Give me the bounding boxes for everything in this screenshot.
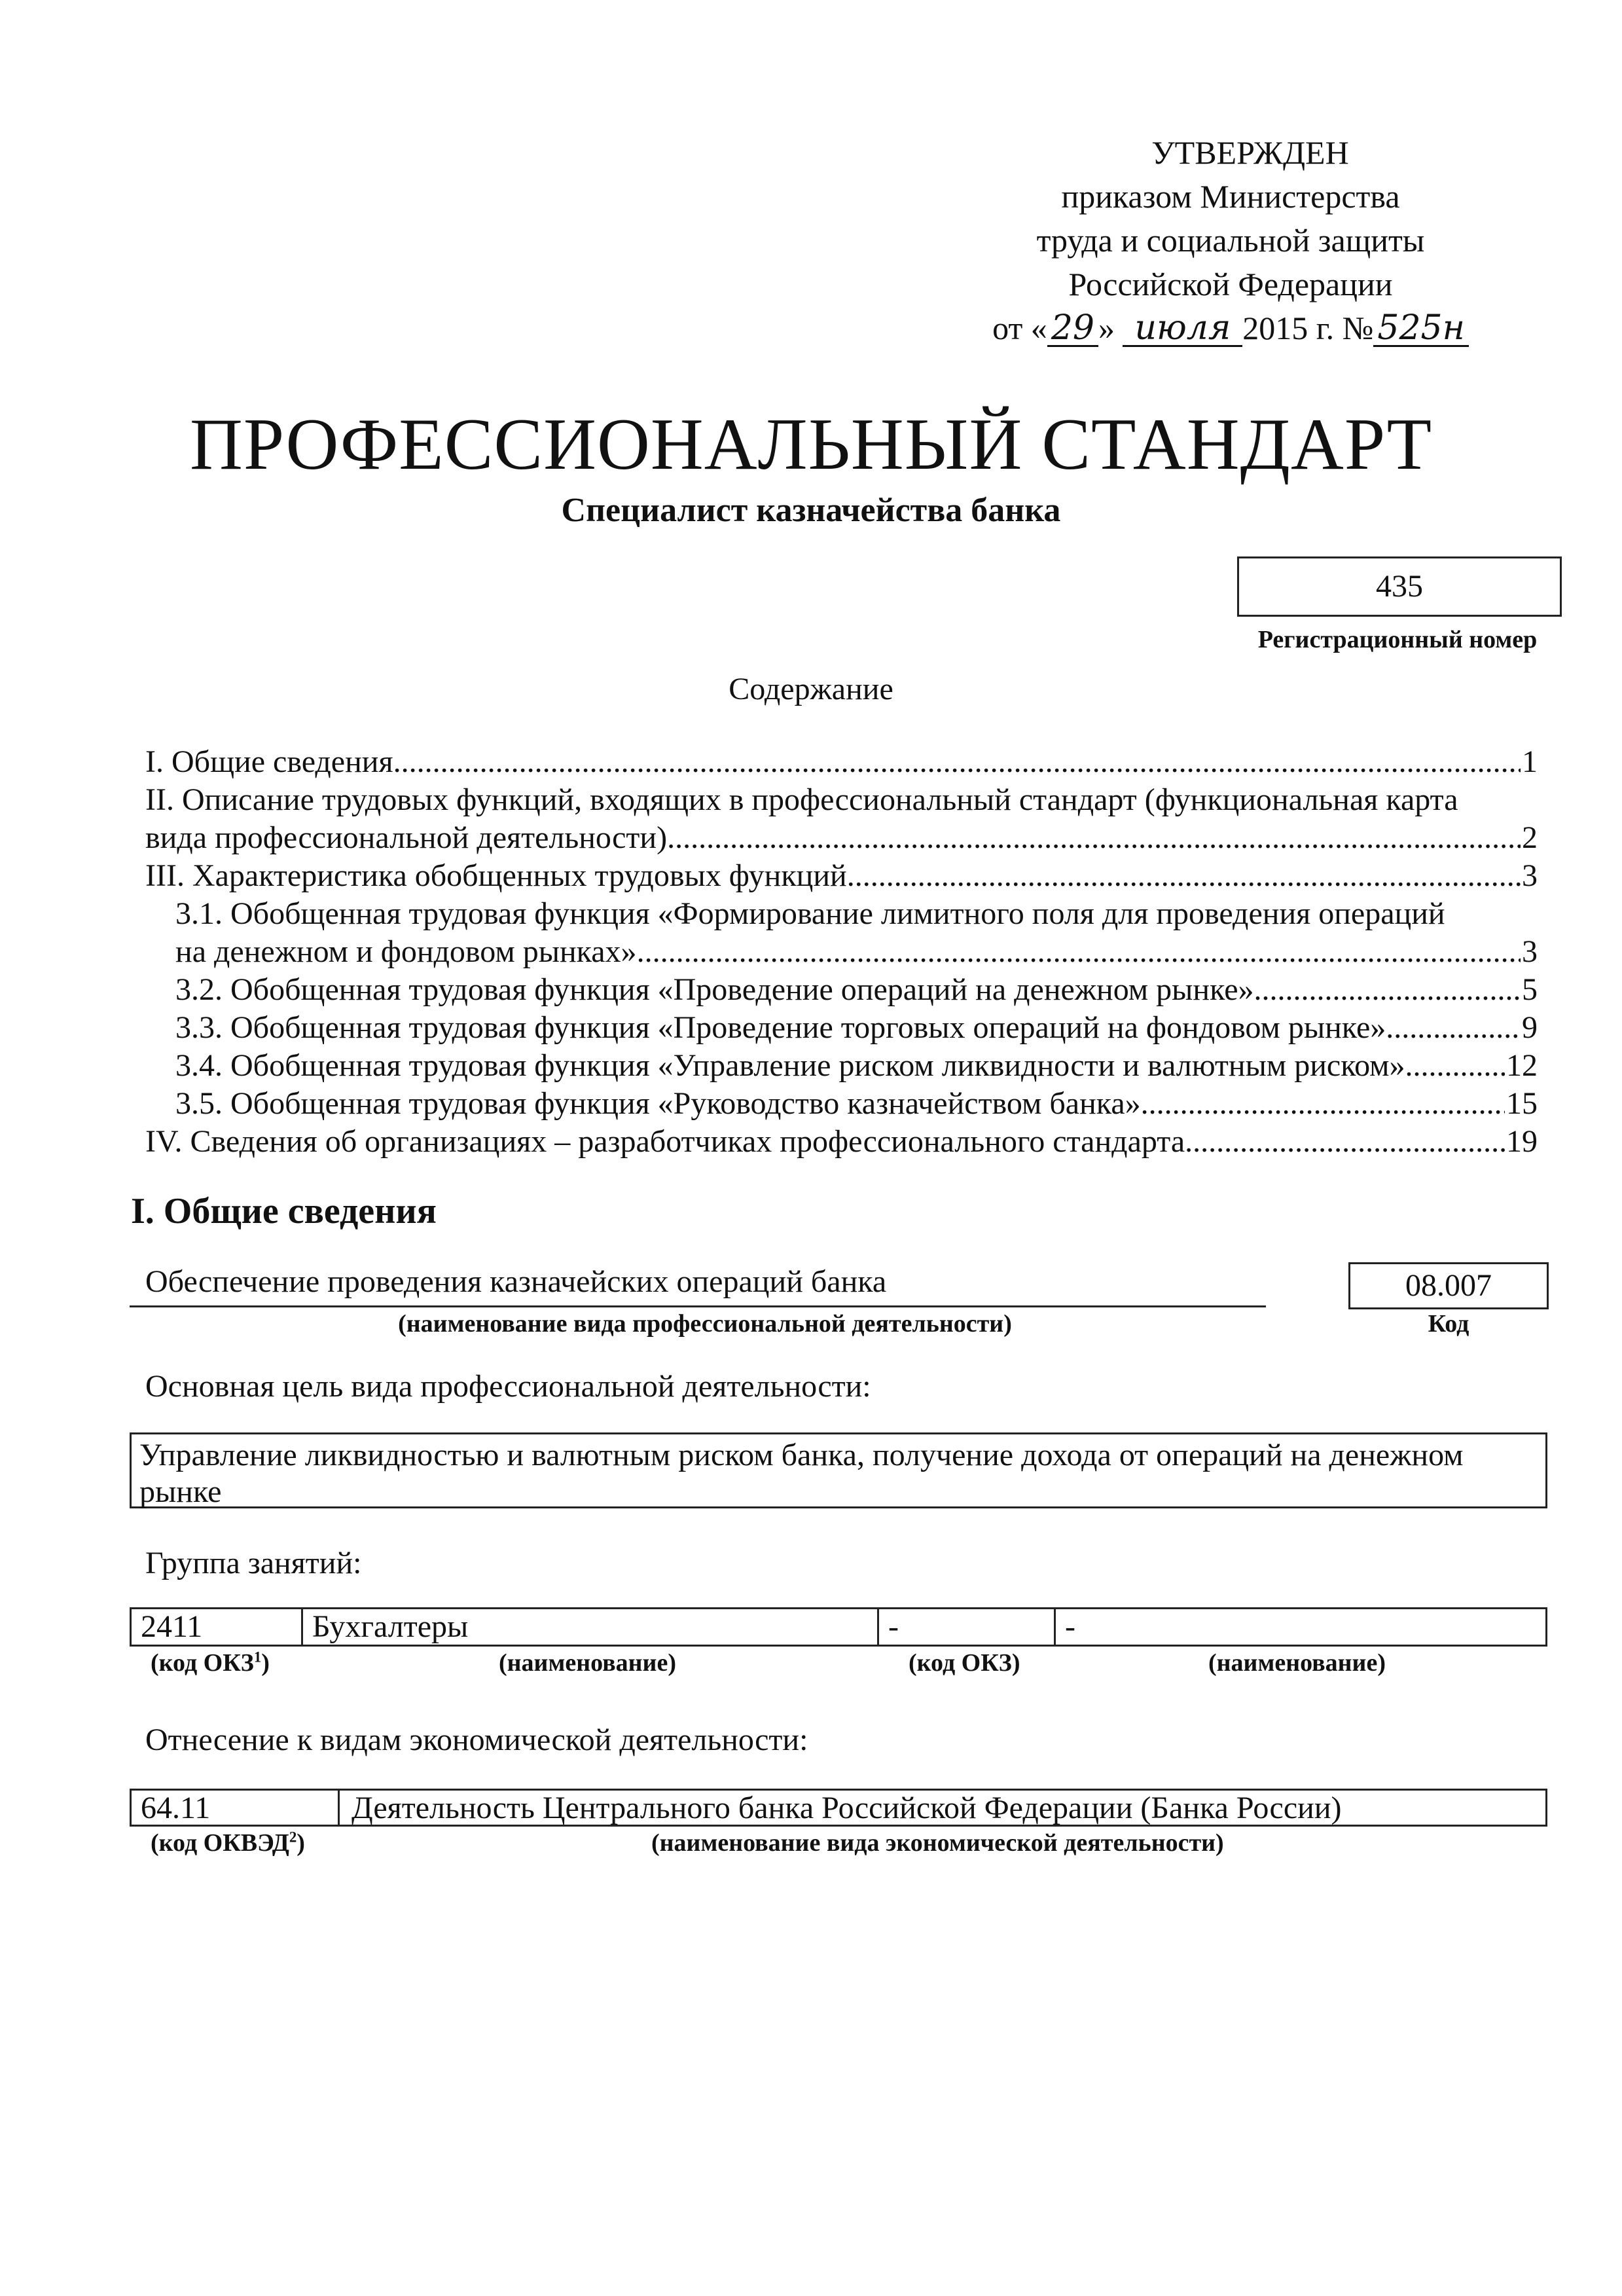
econ-activity-table (130, 1789, 1547, 1827)
okz-name-caption-2: (наименование) (1208, 1649, 1386, 1677)
okz-code-cell: 2411 (132, 1609, 303, 1645)
toc-item[interactable]: на денежном и фондовом рынках» ..... 3 (145, 933, 1538, 971)
toc-item-line1[interactable]: II. Описание трудовых функций, входящих в профессиональный стандарт (функциональная карта (145, 782, 1458, 817)
toc-item[interactable]: вида профессиональной деятельности) ..... 2 (145, 819, 1538, 857)
document-title: ПРОФЕССИОНАЛЬНЫЙ СТАНДАРТ (190, 404, 1432, 485)
toc-item[interactable]: 3.3. Обобщенная трудовая функция «Проведение торговых операций на фондовом рынке» ..... 9 (145, 1009, 1538, 1047)
group-label: Группа занятий: (145, 1546, 362, 1580)
toc-item[interactable]: 3.5. Обобщенная трудовая функция «Руководство казначейством банка» ..... 15 (145, 1085, 1538, 1123)
toc-item[interactable]: 3.4. Обобщенная трудовая функция «Управление риском ликвидности и валютным риском» ..... 12 (145, 1047, 1538, 1085)
econ-activity-label: Отнесение к видам экономической деятельности: (145, 1722, 808, 1757)
date-sep: » (1098, 310, 1115, 346)
date-month: июля (1123, 311, 1242, 347)
toc-item[interactable]: 3.2. Обобщенная трудовая функция «Проведение операций на денежном рынке» ..... 5 (145, 971, 1538, 1009)
okz-name-caption: (наименование) (499, 1649, 676, 1677)
order-number: 525н (1373, 311, 1469, 347)
toc-item-line1[interactable]: 3.1. Обобщенная трудовая функция «Формирование лимитного поля для проведения операций (175, 896, 1445, 931)
section-heading: I. Общие сведения (131, 1191, 437, 1231)
okz-code-caption-2: (код ОКЗ) (909, 1649, 1020, 1677)
date-day: 29 (1047, 311, 1098, 347)
approval-line-1: УТВЕРЖДЕН (1151, 134, 1349, 171)
approval-line-4: Российской Федерации (1068, 266, 1393, 302)
activity-name-caption: (наименование вида профессиональной деятельности) (398, 1310, 1012, 1338)
okved-name-caption: (наименование вида экономической деятельности) (651, 1829, 1224, 1857)
okved-code-caption: (код ОКВЭД$^2$) (151, 1829, 305, 1857)
activity-name-underline (130, 1305, 1266, 1307)
approval-block (969, 131, 1492, 350)
toc-item[interactable]: IV. Сведения об организациях – разработчиках профессионального стандарта ..... 19 (145, 1123, 1538, 1161)
okz-code-caption: (код ОКЗ$^1$) (151, 1649, 270, 1677)
goal-label: Основная цель вида профессиональной деятельности: (145, 1369, 871, 1404)
okved-name-cell: Деятельность Центрального банка Российской Федерации (Банка России) (351, 1791, 1342, 1825)
occupation-group-table (130, 1607, 1547, 1647)
date-prefix: от « (992, 310, 1047, 346)
document-subtitle: Специалист казначейства банка (561, 492, 1061, 529)
registration-number-box: 435 (1237, 556, 1562, 617)
okz-name-cell-2: - (1065, 1609, 1075, 1644)
toc-item[interactable]: I. Общие сведения ..... 1 (145, 743, 1538, 781)
toc-item[interactable]: III. Характеристика обобщенных трудовых функций ..... 3 (145, 857, 1538, 895)
okz-code-cell-2: - (879, 1609, 1056, 1645)
okved-code-cell: 64.11 (132, 1791, 340, 1825)
activity-code-caption: Код (1428, 1310, 1469, 1338)
registration-number-label: Регистрационный номер (1257, 626, 1538, 653)
table-of-contents (145, 743, 1538, 1161)
approval-date-line (969, 306, 1492, 350)
approval-line-3: труда и социальной защиты (1036, 222, 1425, 259)
date-year: 2015 г. № (1242, 310, 1374, 346)
activity-name: Обеспечение проведения казначейских операций банка (145, 1264, 887, 1299)
goal-box: Управление ликвидностью и валютным риском банка, получение дохода от операций на денежном рынке (130, 1432, 1547, 1508)
toc-title: Содержание (729, 672, 893, 706)
activity-code-box: 08.007 (1348, 1262, 1549, 1309)
okz-name-cell: Бухгалтеры (303, 1609, 879, 1645)
approval-line-2: приказом Министерства (1061, 178, 1400, 215)
